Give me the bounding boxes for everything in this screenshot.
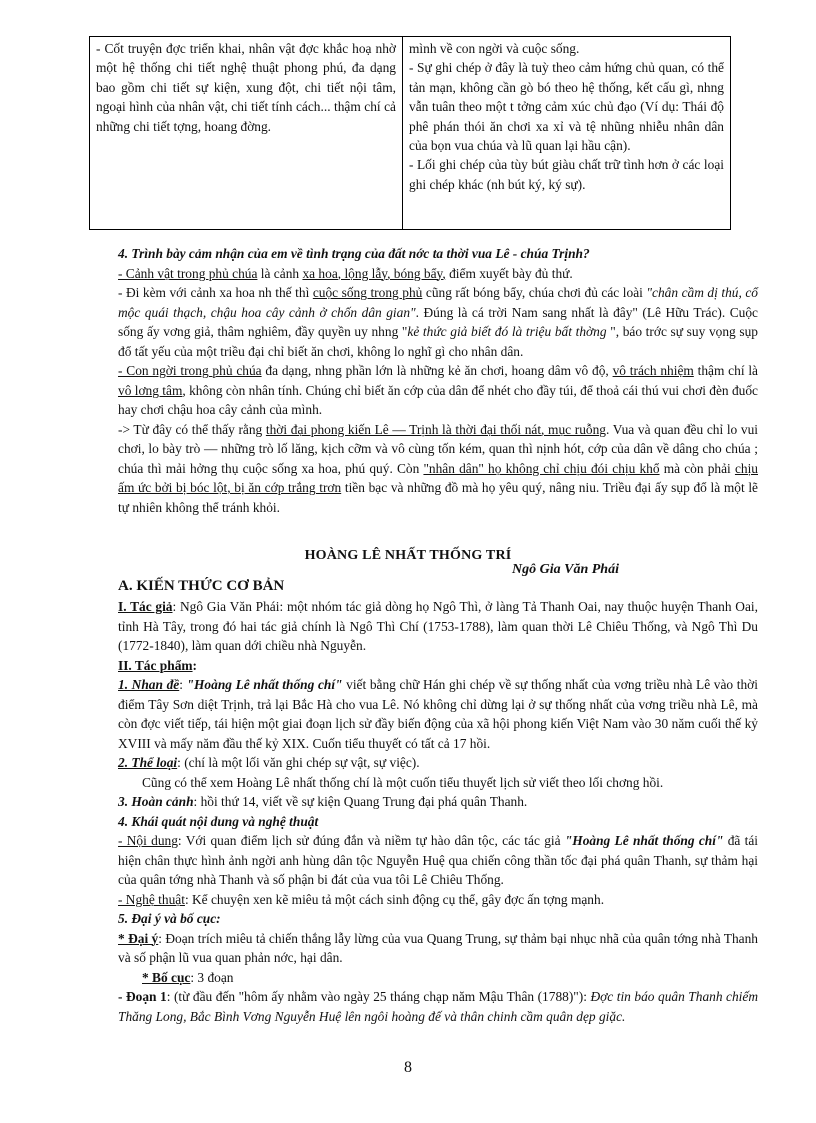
table-cell-text: - Sự ghi chép ở đây là tuỳ theo cảm hứng chủ quan, có thể tản mạn, không cần gò bó theo hệ thống, kết cấu gì, nhng vẫn tuân theo một t tởng cảm xúc chủ đạo (Ví dụ: Thái độ phê phán thói ăn chơi xa xỉ và tệ nhũng nhiễu nhân dân của bọn vua chúa và lũ quan lại hầu cận). bbox=[409, 60, 724, 154]
section-a-heading: A. KIẾN THỨC CƠ BẢN bbox=[118, 578, 285, 594]
text: : Với quan điểm lịch sử đúng đắn và niềm tự hào dân tộc, các tác giả bbox=[177, 833, 565, 848]
text: đa dạng, nhng phần lớn là những kẻ ăn chơi, hoang dâm vô độ, bbox=[261, 363, 613, 378]
content-paragraph bbox=[118, 831, 758, 890]
italic-text: Đợc tin báo quân Thanh chiếm Thăng Long, Bắc Bình Vơng Nguyễn Huệ lên ngôi hoàng đế và thân chinh cầm quân dẹp giặc. bbox=[118, 989, 759, 1024]
underlined-text: - Cảnh vật trong phủ chúa bbox=[118, 265, 258, 281]
text: : Kể chuyện xen kẽ miêu tả một cách sinh động cụ thể, gây đợc ấn tợng mạnh. bbox=[184, 891, 605, 907]
text: : 3 đoạn bbox=[190, 969, 234, 985]
text: cũng rất bóng bẩy, chúa chơi đủ các loài bbox=[422, 285, 647, 300]
label: - Nội dung bbox=[118, 833, 178, 848]
label: I. Tác giả bbox=[118, 599, 173, 614]
title-paragraph bbox=[118, 675, 758, 753]
underlined-text: xa hoa, lộng lẫy, bóng bẩy, bbox=[302, 265, 446, 281]
paragraph bbox=[118, 264, 758, 284]
text: đã tái hiện chân thực hình ảnh ngời anh hùng dân tộc Nguyễn Huệ qua chiến công thần tốc đại phá quân Thanh, sự thảm hại của quân tớng nhà Thanh và số phận bi đát của vua tôi Lê Chiêu Thống. bbox=[118, 833, 759, 887]
text: tiền bạc và những đồ mà họ yêu quý, nâng niu. Triều đại ấy sụp đổ là một lẽ tự nhiên không thể tránh khỏi. bbox=[118, 480, 758, 515]
text: thậm chí là bbox=[693, 363, 759, 378]
text: : bbox=[192, 657, 198, 673]
summary-heading: 5. Đại ý và bố cục: bbox=[118, 911, 221, 926]
label: - Nghệ thuật bbox=[118, 891, 185, 907]
label: - Đoạn 1 bbox=[118, 989, 167, 1004]
knowledge-section bbox=[118, 597, 758, 1026]
genre-paragraph bbox=[118, 753, 758, 773]
underlined-text: cuộc sống trong phủ bbox=[312, 285, 423, 300]
table-cell-text: - Cốt truyện đợc triển khai, nhân vật đợc khắc hoạ nhờ một hệ thống chi tiết nghệ thuật phong phú, đa dạng bao gồm chi tiết sự kiện, xung đột, chi tiết nội tâm, ngoại hình của nhân vật, chi tiết tính cách... thậm chí cả những chi tiết tợng, hoang đờng. bbox=[96, 41, 396, 134]
question-4-section bbox=[118, 244, 758, 517]
underlined-text: chịu ấm ức bởi bị bóc lột, bị ăn cớp trắng trơn bbox=[118, 460, 758, 495]
underlined-text: "nhân dân" họ không chỉ chịu đói chịu khổ bbox=[423, 460, 660, 476]
work-name: "Hoàng Lê nhất thống chí" bbox=[564, 833, 724, 848]
text: -> Từ đây có thể thấy rằng bbox=[118, 421, 266, 437]
label: * Bố cục bbox=[142, 969, 191, 985]
art-paragraph bbox=[118, 890, 758, 910]
table-cell-right bbox=[403, 37, 731, 230]
text: : Đoạn trích miêu tả chiến thắng lẫy lừng của vua Quang Trung, sự thảm bại nhục nhã của quân tớng nhà Thanh và số phận lũ vua quan phản nớc, hại dân. bbox=[118, 930, 758, 965]
underlined-text: - Con ngời trong phủ chúa bbox=[118, 363, 262, 378]
text: . Đúng là cá trời Nam sang nhất là đây" (Lê Hữu Trác). Cuộc sống ấy vơng giả, thâm nghiêm, đầy quyền uy nhng " bbox=[118, 304, 758, 339]
text: . Vua và quan đều chỉ lo vui chơi, lo bày trò — những trò lố lăng, kịch cỡm và vô cùng tốn kém, quan thì nịnh hót, cớp của dân về dâng cho chúa ; chúa thì mải hởng thụ cuộc sống xa hoa, phú quý. Còn bbox=[118, 421, 759, 476]
author-paragraph bbox=[118, 597, 758, 656]
underlined-text: thời đại phong kiến Lê — Trịnh là thời đại thối nát, mục ruỗng bbox=[265, 421, 606, 437]
comparison-table bbox=[89, 36, 731, 230]
text: ", báo trớc sự suy vọng sụp đổ tất yếu của một triều đại chỉ biết ăn chơi, không lo nghĩ gì cho nhân dân. bbox=[118, 324, 758, 359]
table-cell-text: mình về con ngời và cuộc sống. bbox=[409, 41, 580, 56]
text: , không còn nhân tính. Chúng chỉ biết ăn cớp của dân để nhét cho đầy túi, để thoả cái thú vui chơi đèn đuốc hay chơi chậu hoa cây cảnh của mình. bbox=[118, 382, 759, 417]
text: : (từ đầu đến "hôm ấy nhằm vào ngày 25 tháng chạp năm Mậu Thân (1788)"): bbox=[166, 989, 591, 1004]
genre-note: Cũng có thể xem Hoàng Lê nhất thống chí là một cuốn tiểu thuyết lịch sử viết theo lối chơng hồi. bbox=[142, 774, 664, 790]
paragraph bbox=[118, 283, 758, 361]
text: : Ngô Gia Văn Phái: một nhóm tác giả dòng họ Ngô Thì, ở làng Tả Thanh Oai, nay thuộc huyện Thanh Oai, tỉnh Hà Tây, trong đó hai tác giả chính là Ngô Thì Chí (1753-1788), làm quan thời Lê Chiêu Thống, và Ngô Thì Du (1772-1840), làm quan dới chiều nhà Nguyễn. bbox=[118, 599, 758, 653]
summary-paragraph bbox=[118, 929, 758, 968]
label: 2. Thể loại bbox=[118, 755, 178, 770]
page-number: 8 bbox=[404, 1059, 412, 1076]
table-cell-left bbox=[90, 37, 403, 230]
paragraph bbox=[118, 420, 758, 518]
paragraph bbox=[118, 361, 758, 420]
table-cell-text: - Lối ghi chép của tùy bút giàu chất trữ tình hơn ở các loại ghi chép khác (nh bút ký, ký sự). bbox=[409, 157, 724, 192]
underlined-text: vô trách nhiệm bbox=[612, 363, 694, 378]
text: - Đi kèm với cảnh xa hoa nh thế thì bbox=[118, 285, 313, 300]
text: là cảnh bbox=[257, 265, 303, 281]
quote-text: kẻ thức giả biết đó là triệu bất thờng bbox=[407, 324, 607, 339]
context-paragraph bbox=[118, 792, 758, 812]
text: : (chí là một lối văn ghi chép sự vật, sự việc). bbox=[177, 755, 420, 770]
text: : hồi thứ 14, viết về sự kiện Quang Trung đại phá quân Thanh. bbox=[193, 794, 528, 809]
text: : bbox=[179, 677, 187, 692]
label: II. Tác phẩm bbox=[118, 657, 193, 673]
work-heading bbox=[118, 656, 758, 676]
text: mà còn phải bbox=[659, 460, 735, 476]
overview-heading: 4. Khái quát nội dung và nghệ thuật bbox=[118, 813, 319, 829]
quote-text: "chân cầm dị thú, cổ mộc quái thạch, chậu hoa cây cảnh ở chốn dân gian" bbox=[118, 285, 758, 320]
question-4-heading: 4. Trình bày cảm nhận của em về tình trạng của đất nớc ta thời vua Lê - chúa Trịnh? bbox=[118, 246, 590, 261]
layout-paragraph bbox=[118, 968, 758, 988]
text: điểm xuyết bày đủ thứ. bbox=[445, 265, 573, 281]
table-row bbox=[90, 37, 731, 230]
label: * Đại ý bbox=[118, 930, 159, 946]
text: viết bằng chữ Hán ghi chép về sự thống nhất của vơng triều nhà Lê vào thời điểm Tây Sơn diệt Trịnh, trả lại Bắc Hà cho vua Lê. Nó không chỉ dừng lại ở sự thống nhất của vơng triều nhà Lê, mà còn đợc viết tiếp, tái hiện một giai đoạn lịch sử đầy biến động của xã hội phong kiến Việt Nam vào 30 năm cuối thế kỷ XVIII và mấy năm đầu thế kỷ XIX. Cuốn tiểu thuyết có tất cả 17 hồi. bbox=[118, 677, 758, 751]
work-author: Ngô Gia Văn Phái bbox=[512, 562, 619, 577]
underlined-text: vô lơng tâm bbox=[118, 382, 183, 398]
label: 3. Hoàn cảnh bbox=[118, 794, 194, 809]
work-name: "Hoàng Lê nhất thống chí" bbox=[186, 677, 343, 692]
label: 1. Nhan đề bbox=[118, 677, 180, 692]
part1-paragraph bbox=[118, 987, 758, 1026]
work-title: HOÀNG LÊ NHẤT THỐNG TRÍ bbox=[304, 548, 512, 563]
